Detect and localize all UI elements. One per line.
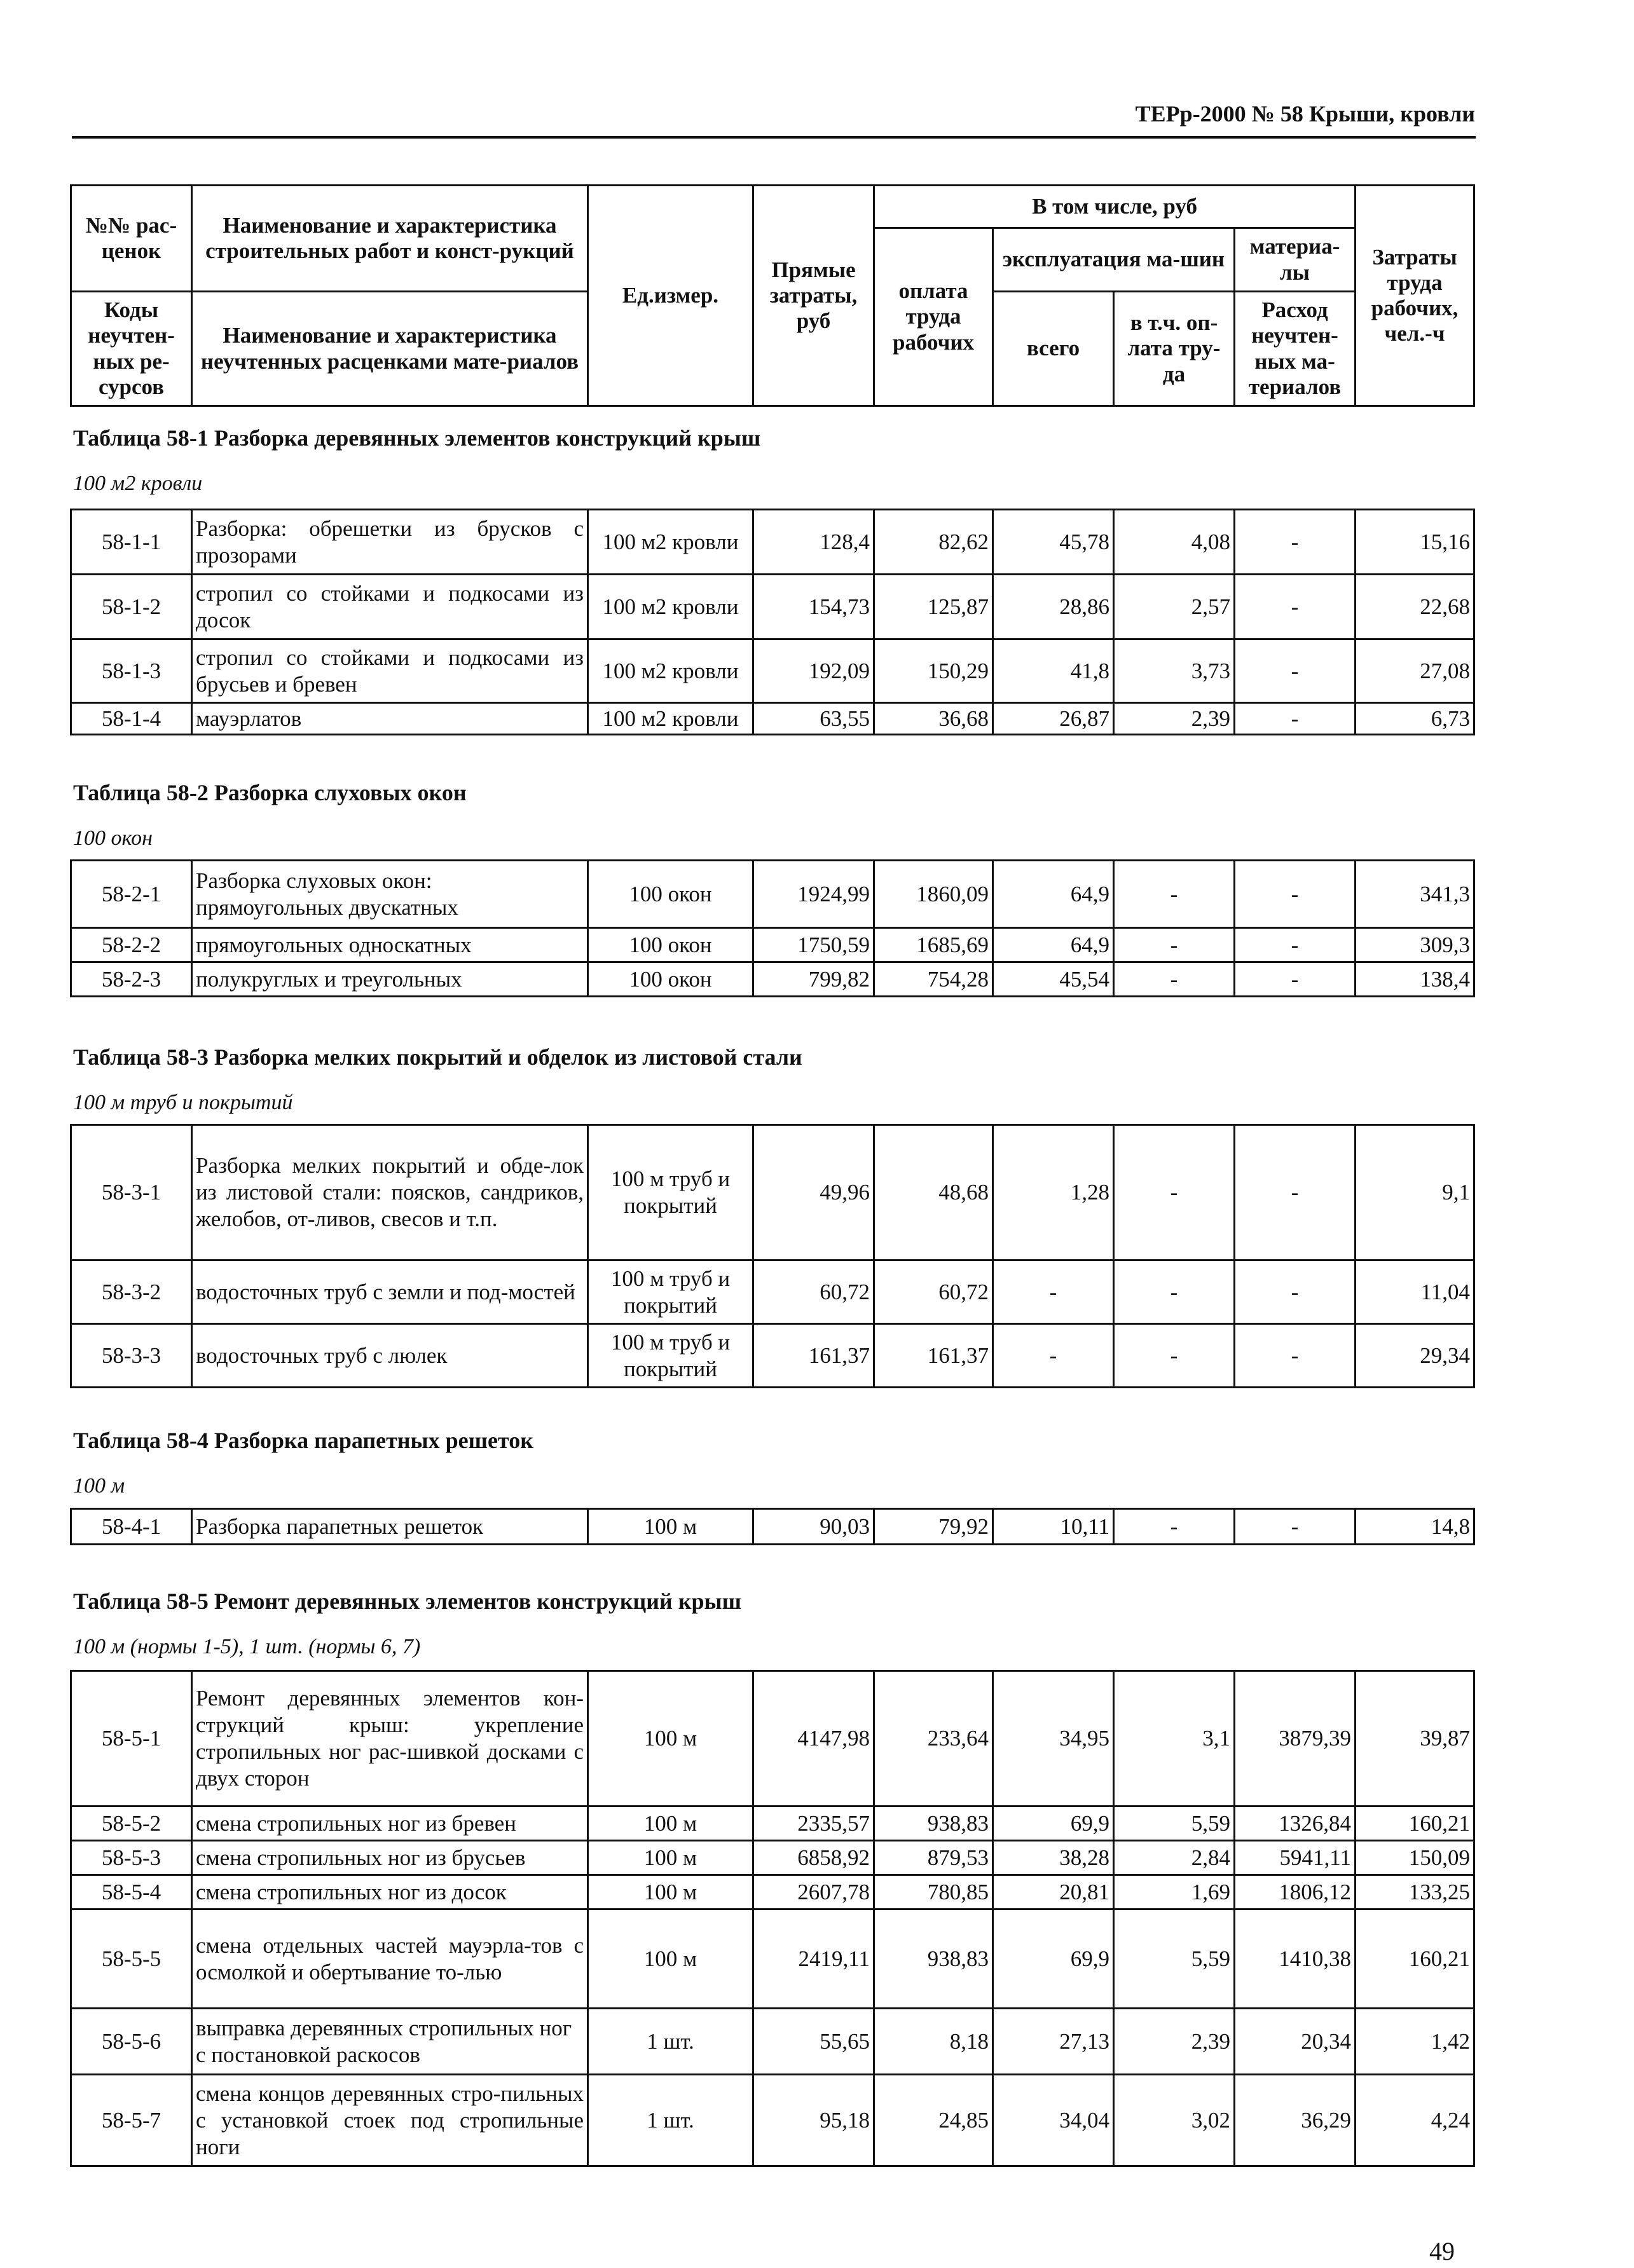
direct-cost: 4147,98 bbox=[753, 1671, 874, 1807]
table-row bbox=[71, 1671, 1474, 1807]
hdr-code-bottom: Коды неучтен-ных ре-сурсов bbox=[71, 292, 192, 406]
machines-labor: - bbox=[1114, 1324, 1235, 1388]
table-58-3 bbox=[70, 1124, 1475, 1388]
materials: - bbox=[1235, 962, 1356, 997]
rate-code: 58-5-1 bbox=[71, 1671, 192, 1807]
table-row bbox=[71, 1909, 1474, 2009]
machines-total: 10,11 bbox=[993, 1509, 1114, 1545]
materials: - bbox=[1235, 1324, 1356, 1388]
hdr-machines-total: всего bbox=[993, 292, 1114, 406]
direct-cost: 2607,78 bbox=[753, 1875, 874, 1909]
labor-pay: 48,68 bbox=[874, 1125, 993, 1260]
labor-hours: 6,73 bbox=[1356, 703, 1474, 735]
labor-pay: 161,37 bbox=[874, 1324, 993, 1388]
machines-labor: - bbox=[1114, 1509, 1235, 1545]
labor-hours: 160,21 bbox=[1356, 1909, 1474, 2009]
rate-code: 58-3-2 bbox=[71, 1260, 192, 1324]
machines-labor: 5,59 bbox=[1114, 1909, 1235, 2009]
labor-hours: 27,08 bbox=[1356, 639, 1474, 703]
unit: 100 м труб и покрытий bbox=[588, 1260, 753, 1324]
section-58-5 bbox=[73, 1588, 741, 1659]
work-name: мауэрлатов bbox=[192, 703, 588, 735]
rate-code: 58-5-4 bbox=[71, 1875, 192, 1909]
section-58-1 bbox=[73, 425, 760, 496]
labor-pay: 233,64 bbox=[874, 1671, 993, 1807]
direct-cost: 799,82 bbox=[753, 962, 874, 997]
section-unit-note: 100 м bbox=[73, 1474, 125, 1498]
rate-code: 58-5-2 bbox=[71, 1807, 192, 1841]
table-row bbox=[71, 1875, 1474, 1909]
rate-code: 58-5-6 bbox=[71, 2009, 192, 2075]
machines-total: - bbox=[993, 1260, 1114, 1324]
section-58-2 bbox=[73, 779, 467, 850]
machines-labor: - bbox=[1114, 1125, 1235, 1260]
labor-pay: 24,85 bbox=[874, 2075, 993, 2166]
materials: - bbox=[1235, 639, 1356, 703]
machines-labor: - bbox=[1114, 1260, 1235, 1324]
work-name: водосточных труб с земли и под-мостей bbox=[192, 1260, 588, 1324]
labor-pay: 8,18 bbox=[874, 2009, 993, 2075]
work-name: прямоугольных односкатных bbox=[192, 928, 588, 962]
unit: 100 м bbox=[588, 1909, 753, 2009]
direct-cost: 95,18 bbox=[753, 2075, 874, 2166]
machines-labor: - bbox=[1114, 928, 1235, 962]
labor-hours: 309,3 bbox=[1356, 928, 1474, 962]
hdr-labor-hours: Затраты труда рабочих, чел.-ч bbox=[1356, 186, 1474, 406]
section-title: Таблица 58-3 Разборка мелких покрытий и обделок из листовой стали bbox=[73, 1044, 802, 1070]
header-rule bbox=[72, 136, 1476, 139]
machines-total: 38,28 bbox=[993, 1841, 1114, 1875]
table-58-5 bbox=[70, 1670, 1475, 2167]
hdr-machines: эксплуатация ма-шин bbox=[993, 228, 1235, 292]
rate-code: 58-1-4 bbox=[71, 703, 192, 735]
machines-labor: 2,39 bbox=[1114, 2009, 1235, 2075]
machines-labor: 5,59 bbox=[1114, 1807, 1235, 1841]
work-name: стропил со стойками и подкосами из брусьев и бревен bbox=[192, 639, 588, 703]
direct-cost: 2419,11 bbox=[753, 1909, 874, 2009]
materials: - bbox=[1235, 1125, 1356, 1260]
section-title: Таблица 58-4 Разборка парапетных решеток bbox=[73, 1428, 533, 1453]
section-title: Таблица 58-5 Ремонт деревянных элементов конструкций крыш bbox=[73, 1588, 742, 1614]
machines-total: 27,13 bbox=[993, 2009, 1114, 2075]
work-name: смена стропильных ног из брусьев bbox=[192, 1841, 588, 1875]
machines-labor: 2,39 bbox=[1114, 703, 1235, 735]
unit: 1 шт. bbox=[588, 2009, 753, 2075]
labor-hours: 22,68 bbox=[1356, 575, 1474, 639]
table-58-1 bbox=[70, 509, 1475, 735]
table-row bbox=[71, 1324, 1474, 1388]
unit: 100 окон bbox=[588, 962, 753, 997]
machines-total: 64,9 bbox=[993, 861, 1114, 928]
materials: 1806,12 bbox=[1235, 1875, 1356, 1909]
direct-cost: 128,4 bbox=[753, 510, 874, 575]
labor-pay: 150,29 bbox=[874, 639, 993, 703]
labor-pay: 879,53 bbox=[874, 1841, 993, 1875]
labor-pay: 60,72 bbox=[874, 1260, 993, 1324]
rate-code: 58-2-1 bbox=[71, 861, 192, 928]
hdr-machines-labor: в т.ч. оп-лата тру-да bbox=[1114, 292, 1235, 406]
machines-labor: - bbox=[1114, 962, 1235, 997]
direct-cost: 6858,92 bbox=[753, 1841, 874, 1875]
table-58-4 bbox=[70, 1508, 1475, 1545]
work-name: Разборка: обрешетки из брусков с прозорами bbox=[192, 510, 588, 575]
hdr-incl: В том числе, руб bbox=[874, 186, 1356, 228]
hdr-name-bottom: Наименование и характеристика неучтенных расценками мате-риалов bbox=[192, 292, 588, 406]
work-name: Разборка мелких покрытий и обде-лок из листовой стали: поясков, сандриков, желобов, от-ливов, свесов и т.п. bbox=[192, 1125, 588, 1260]
machines-labor: 1,69 bbox=[1114, 1875, 1235, 1909]
labor-hours: 160,21 bbox=[1356, 1807, 1474, 1841]
direct-cost: 49,96 bbox=[753, 1125, 874, 1260]
work-name: смена стропильных ног из досок bbox=[192, 1875, 588, 1909]
direct-cost: 55,65 bbox=[753, 2009, 874, 2075]
rate-code: 58-1-3 bbox=[71, 639, 192, 703]
direct-cost: 90,03 bbox=[753, 1509, 874, 1545]
unit: 100 м2 кровли bbox=[588, 510, 753, 575]
hdr-unit: Ед.измер. bbox=[588, 186, 753, 406]
direct-cost: 60,72 bbox=[753, 1260, 874, 1324]
machines-labor: 2,57 bbox=[1114, 575, 1235, 639]
materials: - bbox=[1235, 1260, 1356, 1324]
rate-code: 58-2-3 bbox=[71, 962, 192, 997]
machines-total: 20,81 bbox=[993, 1875, 1114, 1909]
rate-code: 58-5-7 bbox=[71, 2075, 192, 2166]
unit: 100 м2 кровли bbox=[588, 703, 753, 735]
hdr-labor-pay: оплата труда рабочих bbox=[874, 228, 993, 406]
section-unit-note: 100 м труб и покрытий bbox=[73, 1091, 293, 1114]
rate-code: 58-4-1 bbox=[71, 1509, 192, 1545]
table-row bbox=[71, 861, 1474, 928]
labor-hours: 14,8 bbox=[1356, 1509, 1474, 1545]
labor-pay: 82,62 bbox=[874, 510, 993, 575]
rate-code: 58-3-3 bbox=[71, 1324, 192, 1388]
table-58-2 bbox=[70, 859, 1475, 997]
direct-cost: 154,73 bbox=[753, 575, 874, 639]
table-row bbox=[71, 1509, 1474, 1545]
hdr-name-top: Наименование и характеристика строительных работ и конст-рукций bbox=[192, 186, 588, 292]
table-row bbox=[71, 1807, 1474, 1841]
unit: 100 м труб и покрытий bbox=[588, 1125, 753, 1260]
unit: 100 м bbox=[588, 1841, 753, 1875]
section-unit-note: 100 м (нормы 1-5), 1 шт. (нормы 6, 7) bbox=[73, 1635, 421, 1658]
unit: 100 м bbox=[588, 1807, 753, 1841]
work-name: Разборка слуховых окон: прямоугольных двускатных bbox=[192, 861, 588, 928]
machines-total: 64,9 bbox=[993, 928, 1114, 962]
running-header: ТЕРр-2000 № 58 Крыши, кровли bbox=[1135, 101, 1475, 126]
unit: 100 м bbox=[588, 1875, 753, 1909]
labor-hours: 29,34 bbox=[1356, 1324, 1474, 1388]
table-row bbox=[71, 510, 1474, 575]
work-name: стропил со стойками и подкосами из досок bbox=[192, 575, 588, 639]
labor-hours: 4,24 bbox=[1356, 2075, 1474, 2166]
rate-code: 58-1-2 bbox=[71, 575, 192, 639]
machines-labor: 3,1 bbox=[1114, 1671, 1235, 1807]
table-row bbox=[71, 575, 1474, 639]
work-name: полукруглых и треугольных bbox=[192, 962, 588, 997]
labor-pay: 938,83 bbox=[874, 1909, 993, 2009]
direct-cost: 2335,57 bbox=[753, 1807, 874, 1841]
table-row bbox=[71, 1841, 1474, 1875]
labor-hours: 1,42 bbox=[1356, 2009, 1474, 2075]
direct-cost: 161,37 bbox=[753, 1324, 874, 1388]
machines-total: 34,95 bbox=[993, 1671, 1114, 1807]
materials: - bbox=[1235, 510, 1356, 575]
direct-cost: 1750,59 bbox=[753, 928, 874, 962]
section-58-3 bbox=[73, 1044, 802, 1115]
materials: - bbox=[1235, 703, 1356, 735]
rate-code: 58-2-2 bbox=[71, 928, 192, 962]
machines-labor: - bbox=[1114, 861, 1235, 928]
unit: 100 м2 кровли bbox=[588, 575, 753, 639]
materials: - bbox=[1235, 575, 1356, 639]
direct-cost: 1924,99 bbox=[753, 861, 874, 928]
materials: - bbox=[1235, 1509, 1356, 1545]
labor-hours: 138,4 bbox=[1356, 962, 1474, 997]
labor-hours: 150,09 bbox=[1356, 1841, 1474, 1875]
unit: 100 м bbox=[588, 1671, 753, 1807]
table-row bbox=[71, 2075, 1474, 2166]
rate-code: 58-3-1 bbox=[71, 1125, 192, 1260]
section-unit-note: 100 м2 кровли bbox=[73, 472, 203, 495]
unit: 100 окон bbox=[588, 928, 753, 962]
machines-total: 69,9 bbox=[993, 1807, 1114, 1841]
materials: 36,29 bbox=[1235, 2075, 1356, 2166]
labor-pay: 125,87 bbox=[874, 575, 993, 639]
materials: - bbox=[1235, 928, 1356, 962]
labor-pay: 1860,09 bbox=[874, 861, 993, 928]
machines-labor: 3,02 bbox=[1114, 2075, 1235, 2166]
labor-pay: 754,28 bbox=[874, 962, 993, 997]
table-row bbox=[71, 962, 1474, 997]
labor-pay: 79,92 bbox=[874, 1509, 993, 1545]
unit: 100 м2 кровли bbox=[588, 639, 753, 703]
machines-total: 69,9 bbox=[993, 1909, 1114, 2009]
labor-hours: 11,04 bbox=[1356, 1260, 1474, 1324]
hdr-materials: материа-лы bbox=[1235, 228, 1356, 292]
labor-pay: 780,85 bbox=[874, 1875, 993, 1909]
hdr-code-top: №№ рас-ценок bbox=[71, 186, 192, 292]
machines-total: 1,28 bbox=[993, 1125, 1114, 1260]
machines-total: 45,78 bbox=[993, 510, 1114, 575]
materials: 3879,39 bbox=[1235, 1671, 1356, 1807]
work-name: выправка деревянных стропильных ног с постановкой раскосов bbox=[192, 2009, 588, 2075]
unit: 100 окон bbox=[588, 861, 753, 928]
machines-labor: 3,73 bbox=[1114, 639, 1235, 703]
machines-labor: 2,84 bbox=[1114, 1841, 1235, 1875]
work-name: смена отдельных частей мауэрла-тов с осмолкой и обертывание то-лью bbox=[192, 1909, 588, 2009]
work-name: Разборка парапетных решеток bbox=[192, 1509, 588, 1545]
column-header-table bbox=[70, 184, 1475, 407]
direct-cost: 192,09 bbox=[753, 639, 874, 703]
table-row bbox=[71, 703, 1474, 735]
labor-pay: 36,68 bbox=[874, 703, 993, 735]
table-row bbox=[71, 2009, 1474, 2075]
machines-total: 45,54 bbox=[993, 962, 1114, 997]
unit: 100 м bbox=[588, 1509, 753, 1545]
unit: 1 шт. bbox=[588, 2075, 753, 2166]
machines-total: 34,04 bbox=[993, 2075, 1114, 2166]
labor-pay: 938,83 bbox=[874, 1807, 993, 1841]
materials: 1410,38 bbox=[1235, 1909, 1356, 2009]
table-row bbox=[71, 639, 1474, 703]
table-row bbox=[71, 928, 1474, 962]
hdr-materials-unaccounted: Расход неучтен-ных ма-териалов bbox=[1235, 292, 1356, 406]
unit: 100 м труб и покрытий bbox=[588, 1324, 753, 1388]
labor-hours: 15,16 bbox=[1356, 510, 1474, 575]
rate-code: 58-1-1 bbox=[71, 510, 192, 575]
work-name: Ремонт деревянных элементов кон-струкций крыш: укрепление стропильных ног рас-шивкой досками с двух сторон bbox=[192, 1671, 588, 1807]
page-number: 49 bbox=[1429, 2237, 1455, 2265]
materials: 5941,11 bbox=[1235, 1841, 1356, 1875]
section-title: Таблица 58-1 Разборка деревянных элементов конструкций крыш bbox=[73, 425, 761, 451]
labor-pay: 1685,69 bbox=[874, 928, 993, 962]
direct-cost: 63,55 bbox=[753, 703, 874, 735]
materials: - bbox=[1235, 861, 1356, 928]
machines-labor: 4,08 bbox=[1114, 510, 1235, 575]
machines-total: - bbox=[993, 1324, 1114, 1388]
materials: 20,34 bbox=[1235, 2009, 1356, 2075]
rate-code: 58-5-3 bbox=[71, 1841, 192, 1875]
machines-total: 26,87 bbox=[993, 703, 1114, 735]
labor-hours: 133,25 bbox=[1356, 1875, 1474, 1909]
table-row bbox=[71, 1260, 1474, 1324]
labor-hours: 39,87 bbox=[1356, 1671, 1474, 1807]
work-name: смена стропильных ног из бревен bbox=[192, 1807, 588, 1841]
section-title: Таблица 58-2 Разборка слуховых окон bbox=[73, 780, 467, 805]
section-58-4 bbox=[73, 1427, 533, 1498]
hdr-direct: Прямые затраты, руб bbox=[753, 186, 874, 406]
work-name: смена концов деревянных стро-пильных с установкой стоек под стропильные ноги bbox=[192, 2075, 588, 2166]
work-name: водосточных труб с люлек bbox=[192, 1324, 588, 1388]
machines-total: 28,86 bbox=[993, 575, 1114, 639]
machines-total: 41,8 bbox=[993, 639, 1114, 703]
labor-hours: 9,1 bbox=[1356, 1125, 1474, 1260]
materials: 1326,84 bbox=[1235, 1807, 1356, 1841]
table-row bbox=[71, 1125, 1474, 1260]
section-unit-note: 100 окон bbox=[73, 826, 153, 850]
rate-code: 58-5-5 bbox=[71, 1909, 192, 2009]
labor-hours: 341,3 bbox=[1356, 861, 1474, 928]
